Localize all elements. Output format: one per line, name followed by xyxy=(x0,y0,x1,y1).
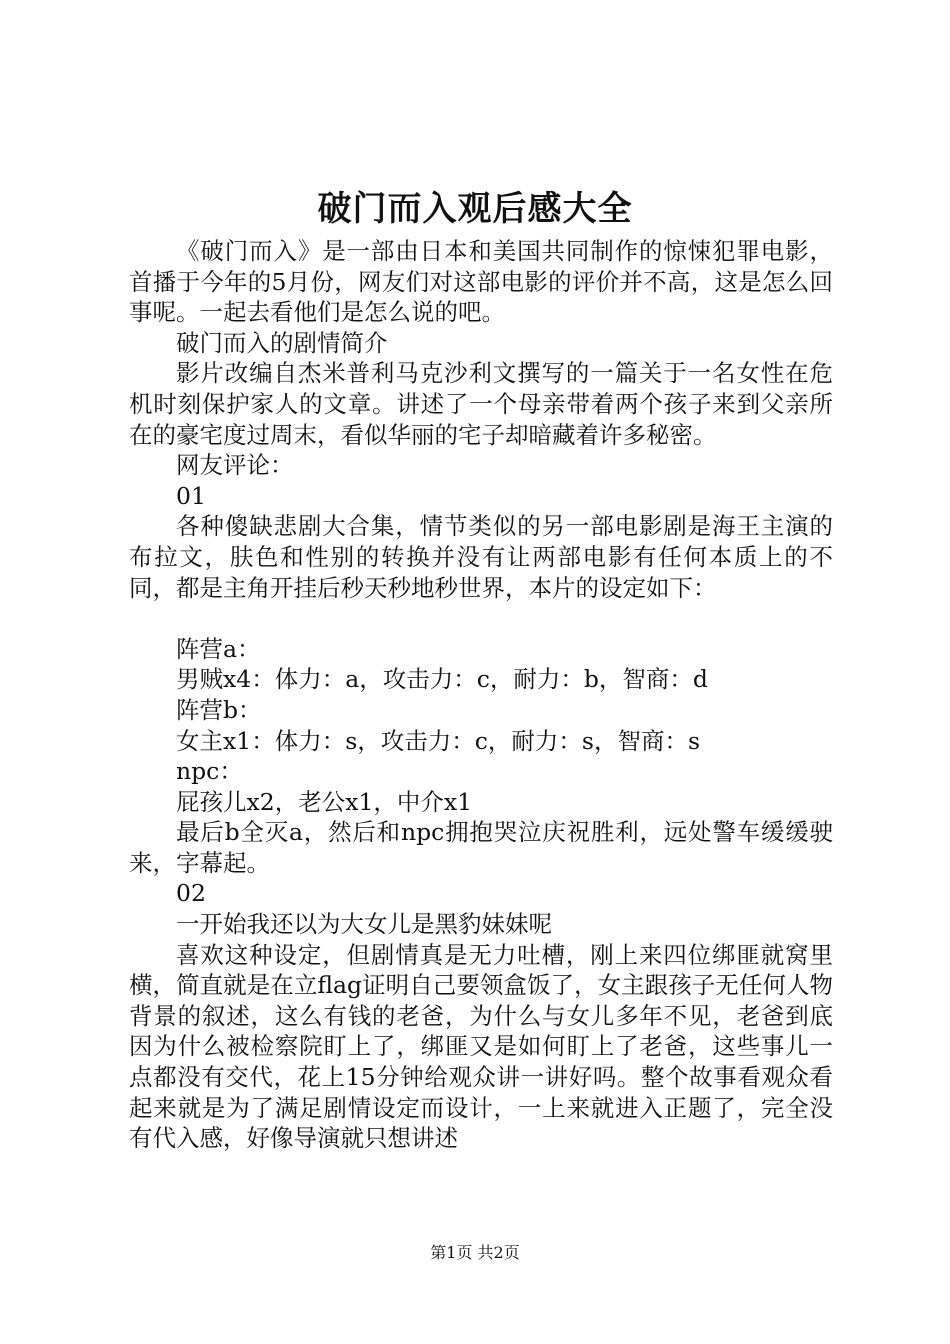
body-paragraph: 屁孩儿x2，老公x1，中介x1 xyxy=(176,787,473,816)
body-paragraph: 男贼x4：体力：a，攻击力：c，耐力：b，智商：d xyxy=(176,665,708,694)
blank-line xyxy=(129,603,833,634)
document-title: 破门而入观后感大全 xyxy=(317,189,633,229)
page-footer: 第1页 共2页 xyxy=(430,1243,520,1262)
body-paragraph: 影片改编自杰米普利马克沙利文撰写的一篇关于一名女性在危机时刻保护家人的文章。讲述了一个母亲带着两个孩子来到父亲所在的豪宅度过周末，看似华丽的宅子却暗藏着许多秘密。 xyxy=(129,359,833,449)
body-paragraph: 一开始我还以为大女儿是黑豹妹妹呢 xyxy=(176,910,552,939)
body-paragraph: 各种傻缺悲剧大合集，情节类似的另一部电影剧是海王主演的布拉文，肤色和性别的转换并没有让两部电影有任何本质上的不同，都是主角开挂后秒天秒地秒世界，本片的设定如下： xyxy=(129,512,833,602)
body-paragraph: 破门而入的剧情简介 xyxy=(176,328,388,357)
body-paragraph: 最后b全灭a，然后和npc拥抱哭泣庆祝胜利，远处警车缓缓驶来，字幕起。 xyxy=(129,818,833,877)
body-paragraph: 阵营b： xyxy=(176,695,262,724)
body-paragraph: npc： xyxy=(176,757,243,786)
body-paragraph: 女主x1：体力：s，攻击力：c，耐力：s，智商：s xyxy=(176,726,701,755)
body-paragraph: 《破门而入》是一部由日本和美国共同制作的惊悚犯罪电影，首播于今年的5月份，网友们对这部电影的评价并不高，这是怎么回事呢。一起去看他们是怎么说的吧。 xyxy=(129,237,833,327)
body-paragraph: 02 xyxy=(176,879,206,908)
document-body xyxy=(129,236,833,1154)
body-paragraph: 喜欢这种设定，但剧情真是无力吐槽，刚上来四位绑匪就窝里横，简直就是在立flag证明自己要领盒饭了，女主跟孩子无任何人物背景的叙述，这么有钱的老爸，为什么与女儿多年不见，老爸到底因为什么被检察院盯上了，绑匪又是如何盯上了老爸，这些事儿一点都没有交代，花上15分钟给观众讲一讲好吗。整个故事看观众看起来就是为了满足剧情设定而设计，一上来就进入正题了，完全没有代入感，好像导演就只想讲述 xyxy=(129,940,833,1153)
body-paragraph: 阵营a： xyxy=(176,634,261,663)
body-paragraph: 网友评论： xyxy=(176,451,294,480)
body-paragraph: 01 xyxy=(176,481,206,510)
